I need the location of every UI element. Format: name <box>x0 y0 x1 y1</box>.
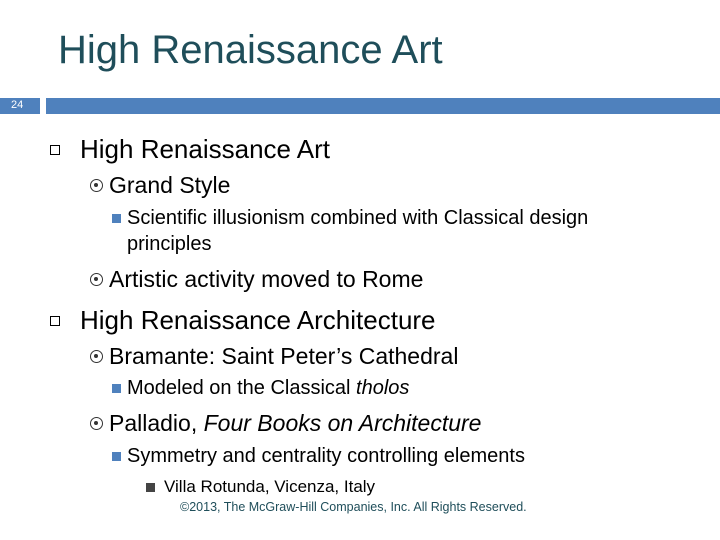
filled-square-bullet-icon <box>112 214 121 223</box>
hollow-square-bullet-icon <box>50 145 60 155</box>
bullet-text: Villa Rotunda, Vicenza, Italy <box>164 477 376 496</box>
bullet-text: High Renaissance Architecture <box>80 305 436 335</box>
bullet-high-renaissance-architecture <box>50 305 436 336</box>
filled-square-bullet-icon <box>146 483 155 492</box>
bullet-text: Symmetry and centrality controlling elements <box>127 445 525 467</box>
bullet-text-italic: tholos <box>356 377 410 399</box>
circle-bullet-icon <box>90 350 103 363</box>
slide-number: 24 <box>11 99 24 111</box>
bullet-text: Palladio, <box>109 410 204 436</box>
bullet-high-renaissance-art <box>50 134 330 165</box>
copyright-footer: ©2013, The McGraw-Hill Companies, Inc. All Rights Reserved. <box>180 500 527 514</box>
bullet-text: Scientific illusionism combined with Classical design <box>127 207 589 229</box>
bullet-villa-rotunda <box>146 477 375 497</box>
bullet-text: Grand Style <box>109 172 231 198</box>
hollow-square-bullet-icon <box>50 316 60 326</box>
bullet-text-continued: principles <box>127 233 212 255</box>
bullet-palladio <box>90 410 481 437</box>
circle-bullet-icon <box>90 417 103 430</box>
bullet-scientific-illusionism-cont <box>127 233 211 256</box>
bullet-text: Artistic activity moved to Rome <box>109 266 424 292</box>
circle-bullet-icon <box>90 273 103 286</box>
header-rule-bar <box>46 98 720 114</box>
bullet-text: High Renaissance Art <box>80 134 331 164</box>
bullet-scientific-illusionism <box>112 207 588 230</box>
bullet-artistic-activity <box>90 266 423 293</box>
slide-title: High Renaissance Art <box>58 28 443 72</box>
bullet-bramante <box>90 343 458 370</box>
bullet-text: Modeled on the Classical <box>127 377 357 399</box>
filled-square-bullet-icon <box>112 452 121 461</box>
filled-square-bullet-icon <box>112 384 121 393</box>
bullet-symmetry <box>112 445 525 468</box>
circle-bullet-icon <box>90 179 103 192</box>
bullet-text-italic: Four Books on Architecture <box>203 410 482 436</box>
bullet-modeled-on-tholos <box>112 377 409 400</box>
bullet-grand-style <box>90 172 230 199</box>
bullet-text: Bramante: Saint Peter’s Cathedral <box>109 343 459 369</box>
